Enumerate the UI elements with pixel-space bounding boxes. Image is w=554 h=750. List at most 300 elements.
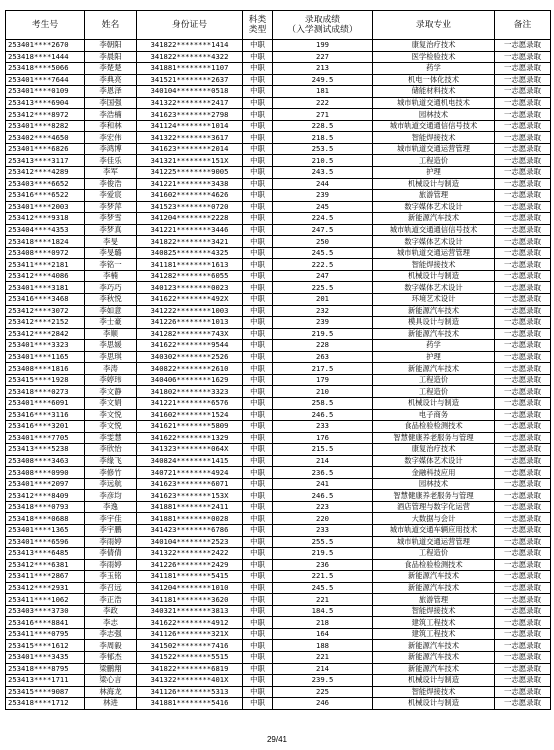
cell-id-card: 341204********1010	[137, 582, 243, 594]
cell-id-card: 340824********1415	[137, 455, 243, 467]
table-row	[6, 409, 551, 421]
cell-note: 一志愿录取	[495, 675, 551, 687]
cell-name: 李文娟	[85, 397, 137, 409]
cell-exam-id: 253412****2152	[6, 317, 85, 329]
cell-category: 中职	[243, 259, 273, 271]
cell-id-card: 340825********4325	[137, 247, 243, 259]
cell-category: 中职	[243, 640, 273, 652]
cell-major: 新能源汽车技术	[373, 363, 495, 375]
cell-major: 新能源汽车技术	[373, 305, 495, 317]
header-category: 科类 类型	[243, 11, 273, 40]
table-row	[6, 236, 551, 248]
cell-category: 中职	[243, 247, 273, 259]
cell-exam-id: 253411****2867	[6, 571, 85, 583]
cell-note: 一志愿录取	[495, 155, 551, 167]
cell-major: 酒店管理与数字化运营	[373, 501, 495, 513]
cell-note: 一志愿录取	[495, 178, 551, 190]
cell-major: 旅游管理	[373, 190, 495, 202]
cell-name: 李俊浩	[85, 178, 137, 190]
cell-note: 一志愿录取	[495, 628, 551, 640]
cell-major: 工程造价	[373, 548, 495, 560]
cell-category: 中职	[243, 536, 273, 548]
cell-major: 数字媒体艺术设计	[373, 236, 495, 248]
cell-note: 一志愿录取	[495, 605, 551, 617]
cell-score: 210.5	[273, 155, 373, 167]
table-row	[6, 270, 551, 282]
cell-major: 环境艺术设计	[373, 294, 495, 306]
cell-name: 李宇鹏	[85, 524, 137, 536]
cell-name: 李国强	[85, 97, 137, 109]
cell-name: 李旻璐	[85, 247, 137, 259]
cell-major: 智能焊接技术	[373, 605, 495, 617]
cell-major: 旅游管理	[373, 594, 495, 606]
cell-category: 中职	[243, 190, 273, 202]
cell-category: 中职	[243, 132, 273, 144]
cell-note: 一志愿录取	[495, 340, 551, 352]
cell-id-card: 341622********9544	[137, 340, 243, 352]
table-row	[6, 201, 551, 213]
cell-id-card: 341181********5415	[137, 571, 243, 583]
cell-score: 217.5	[273, 363, 373, 375]
table-row	[6, 444, 551, 456]
cell-note: 一志愿录取	[495, 247, 551, 259]
cell-id-card: 341282********6055	[137, 270, 243, 282]
cell-score: 219.5	[273, 548, 373, 560]
cell-exam-id: 253412****6381	[6, 559, 85, 571]
cell-note: 一志愿录取	[495, 640, 551, 652]
cell-id-card: 341282********743X	[137, 328, 243, 340]
cell-category: 中职	[243, 548, 273, 560]
cell-major: 园林技术	[373, 109, 495, 121]
cell-name: 李思媛	[85, 340, 137, 352]
cell-id-card: 341881********5416	[137, 698, 243, 710]
page-number: 29/41	[266, 735, 288, 744]
cell-name: 李缘飞	[85, 455, 137, 467]
cell-exam-id: 253401****8282	[6, 120, 85, 132]
cell-exam-id: 253401****3435	[6, 651, 85, 663]
cell-name: 李宇佳	[85, 513, 137, 525]
cell-id-card: 341822********6819	[137, 663, 243, 675]
cell-note: 一志愿录取	[495, 74, 551, 86]
cell-major: 数字媒体艺术设计	[373, 282, 495, 294]
table-row	[6, 74, 551, 86]
table-row	[6, 582, 551, 594]
cell-note: 一志愿录取	[495, 305, 551, 317]
cell-note: 一志愿录取	[495, 444, 551, 456]
table-row	[6, 294, 551, 306]
cell-name: 李旻	[85, 236, 137, 248]
cell-name: 林海龙	[85, 686, 137, 698]
table-row	[6, 328, 551, 340]
cell-name: 李正浩	[85, 594, 137, 606]
cell-category: 中职	[243, 51, 273, 63]
cell-category: 中职	[243, 167, 273, 179]
table-row	[6, 548, 551, 560]
table-row	[6, 259, 551, 271]
cell-exam-id: 253401****3181	[6, 282, 85, 294]
cell-category: 中职	[243, 675, 273, 687]
cell-score: 236	[273, 559, 373, 571]
cell-id-card: 341322********2417	[137, 97, 243, 109]
cell-note: 一志愿录取	[495, 432, 551, 444]
cell-name: 李楚楚	[85, 63, 137, 75]
cell-id-card: 341126********5313	[137, 686, 243, 698]
cell-note: 一志愿录取	[495, 97, 551, 109]
table-row	[6, 559, 551, 571]
cell-name: 李浩楠	[85, 109, 137, 121]
cell-major: 机电一体化技术	[373, 74, 495, 86]
cell-name: 李巧巧	[85, 282, 137, 294]
cell-major: 护理	[373, 351, 495, 363]
cell-category: 中职	[243, 109, 273, 121]
cell-exam-id: 253413****5238	[6, 444, 85, 456]
cell-major: 智能焊接技术	[373, 132, 495, 144]
cell-score: 250	[273, 236, 373, 248]
cell-score: 215.5	[273, 444, 373, 456]
cell-note: 一志愿录取	[495, 109, 551, 121]
header-major: 录取专业	[373, 11, 495, 40]
table-row	[6, 247, 551, 259]
admission-table	[5, 10, 551, 710]
cell-category: 中职	[243, 363, 273, 375]
cell-score: 228.5	[273, 120, 373, 132]
cell-score: 210	[273, 386, 373, 398]
cell-major: 机械设计与制造	[373, 270, 495, 282]
table-row	[6, 571, 551, 583]
cell-id-card: 341523********0720	[137, 201, 243, 213]
cell-exam-id: 253402****4650	[6, 132, 85, 144]
header-score: 录取成绩 （入学测试成绩）	[273, 11, 373, 40]
cell-note: 一志愿录取	[495, 120, 551, 132]
cell-name: 李倩倩	[85, 548, 137, 560]
cell-note: 一志愿录取	[495, 328, 551, 340]
cell-name: 李士豪	[85, 317, 137, 329]
cell-exam-id: 253416****6522	[6, 190, 85, 202]
cell-category: 中职	[243, 513, 273, 525]
cell-score: 218	[273, 617, 373, 629]
cell-major: 城市轨道交通车辆应用技术	[373, 524, 495, 536]
cell-major: 药学	[373, 63, 495, 75]
cell-exam-id: 253413****1711	[6, 675, 85, 687]
cell-exam-id: 253401****6596	[6, 536, 85, 548]
cell-score: 225.5	[273, 282, 373, 294]
cell-score: 233	[273, 421, 373, 433]
cell-note: 一志愿录取	[495, 51, 551, 63]
cell-category: 中职	[243, 374, 273, 386]
cell-name: 李政	[85, 605, 137, 617]
cell-exam-id: 253401****6091	[6, 397, 85, 409]
cell-score: 271	[273, 109, 373, 121]
cell-exam-id: 253401****2670	[6, 40, 85, 52]
cell-id-card: 341222********1003	[137, 305, 243, 317]
cell-note: 一志愿录取	[495, 651, 551, 663]
table-row	[6, 605, 551, 617]
cell-exam-id: 253401****2003	[6, 201, 85, 213]
cell-category: 中职	[243, 213, 273, 225]
cell-exam-id: 253401****7644	[6, 74, 85, 86]
cell-score: 221	[273, 594, 373, 606]
cell-category: 中职	[243, 386, 273, 398]
cell-major: 食品检验检测技术	[373, 421, 495, 433]
table-row	[6, 97, 551, 109]
cell-major: 储能材料技术	[373, 86, 495, 98]
cell-category: 中职	[243, 444, 273, 456]
cell-id-card: 341226********1013	[137, 317, 243, 329]
table-row	[6, 178, 551, 190]
table-row	[6, 490, 551, 502]
cell-id-card: 341622********492X	[137, 294, 243, 306]
cell-major: 新能源汽车技术	[373, 663, 495, 675]
cell-major: 新能源汽车技术	[373, 651, 495, 663]
cell-category: 中职	[243, 582, 273, 594]
cell-note: 一志愿录取	[495, 617, 551, 629]
cell-category: 中职	[243, 455, 273, 467]
cell-note: 一志愿录取	[495, 86, 551, 98]
cell-note: 一志愿录取	[495, 201, 551, 213]
cell-note: 一志愿录取	[495, 582, 551, 594]
cell-category: 中职	[243, 628, 273, 640]
cell-major: 工程造价	[373, 386, 495, 398]
cell-category: 中职	[243, 432, 273, 444]
cell-exam-id: 253418****1444	[6, 51, 85, 63]
cell-note: 一志愿录取	[495, 132, 551, 144]
cell-name: 李召远	[85, 582, 137, 594]
cell-id-card: 341423********6786	[137, 524, 243, 536]
cell-score: 233	[273, 524, 373, 536]
cell-category: 中职	[243, 467, 273, 479]
cell-name: 李思琪	[85, 351, 137, 363]
cell-name: 李顺	[85, 328, 137, 340]
table-row	[6, 651, 551, 663]
cell-exam-id: 253415****1612	[6, 640, 85, 652]
cell-id-card: 340104********0518	[137, 86, 243, 98]
cell-exam-id: 253416****3201	[6, 421, 85, 433]
cell-name: 李志	[85, 617, 137, 629]
table-row	[6, 155, 551, 167]
table-row	[6, 640, 551, 652]
cell-note: 一志愿录取	[495, 409, 551, 421]
cell-major: 城市轨道交通运营管理	[373, 536, 495, 548]
cell-id-card: 341322********2422	[137, 548, 243, 560]
cell-note: 一志愿录取	[495, 478, 551, 490]
cell-name: 李如意	[85, 305, 137, 317]
cell-category: 中职	[243, 120, 273, 132]
cell-score: 222	[273, 97, 373, 109]
cell-score: 228	[273, 340, 373, 352]
cell-id-card: 341602********1524	[137, 409, 243, 421]
cell-note: 一志愿录取	[495, 663, 551, 675]
cell-major: 模具设计与制造	[373, 317, 495, 329]
cell-id-card: 340406********1629	[137, 374, 243, 386]
cell-major: 城市轨道交通运营管理	[373, 247, 495, 259]
cell-major: 城市轨道交通通信信号技术	[373, 224, 495, 236]
cell-exam-id: 253408****1816	[6, 363, 85, 375]
table-body	[6, 40, 551, 710]
cell-id-card: 341822********3421	[137, 236, 243, 248]
cell-major: 康复治疗技术	[373, 40, 495, 52]
table-row	[6, 109, 551, 121]
cell-major: 新能源汽车技术	[373, 328, 495, 340]
cell-name: 林进	[85, 698, 137, 710]
cell-score: 253.5	[273, 143, 373, 155]
cell-major: 机械设计与制造	[373, 698, 495, 710]
cell-score: 220	[273, 513, 373, 525]
cell-id-card: 341881********2411	[137, 501, 243, 513]
table-row	[6, 536, 551, 548]
cell-note: 一志愿录取	[495, 455, 551, 467]
cell-note: 一志愿录取	[495, 501, 551, 513]
cell-name: 李周毅	[85, 640, 137, 652]
cell-exam-id: 253401****6826	[6, 143, 85, 155]
cell-note: 一志愿录取	[495, 63, 551, 75]
cell-name: 李朝阳	[85, 40, 137, 52]
cell-category: 中职	[243, 143, 273, 155]
cell-score: 241	[273, 478, 373, 490]
cell-note: 一志愿录取	[495, 536, 551, 548]
header-exam-id: 考生号	[6, 11, 85, 40]
cell-score: 184.5	[273, 605, 373, 617]
cell-score: 176	[273, 432, 373, 444]
cell-category: 中职	[243, 663, 273, 675]
cell-category: 中职	[243, 74, 273, 86]
cell-name: 李典亮	[85, 74, 137, 86]
cell-exam-id: 253418****1824	[6, 236, 85, 248]
cell-major: 机械设计与制造	[373, 397, 495, 409]
cell-exam-id: 253408****0990	[6, 467, 85, 479]
cell-category: 中职	[243, 397, 273, 409]
cell-category: 中职	[243, 524, 273, 536]
cell-exam-id: 253411****2181	[6, 259, 85, 271]
cell-name: 李逸	[85, 501, 137, 513]
cell-score: 246.5	[273, 409, 373, 421]
cell-score: 246	[273, 698, 373, 710]
table-row	[6, 432, 551, 444]
cell-name: 李楠	[85, 270, 137, 282]
cell-name: 李郁杰	[85, 651, 137, 663]
cell-id-card: 341881********0028	[137, 513, 243, 525]
cell-category: 中职	[243, 201, 273, 213]
cell-exam-id: 253412****8972	[6, 109, 85, 121]
cell-major: 金融科技应用	[373, 467, 495, 479]
cell-major: 建筑工程技术	[373, 628, 495, 640]
cell-exam-id: 253408****3463	[6, 455, 85, 467]
cell-major: 数字媒体艺术设计	[373, 201, 495, 213]
cell-score: 199	[273, 40, 373, 52]
cell-exam-id: 253401****1365	[6, 524, 85, 536]
cell-note: 一志愿录取	[495, 686, 551, 698]
cell-major: 建筑工程技术	[373, 617, 495, 629]
cell-category: 中职	[243, 340, 273, 352]
cell-id-card: 341204********2228	[137, 213, 243, 225]
cell-exam-id: 253418****0273	[6, 386, 85, 398]
cell-score: 245.5	[273, 247, 373, 259]
cell-exam-id: 253418****0688	[6, 513, 85, 525]
cell-score: 247.5	[273, 224, 373, 236]
cell-major: 护理	[373, 167, 495, 179]
cell-exam-id: 253418****5066	[6, 63, 85, 75]
cell-score: 258.5	[273, 397, 373, 409]
cell-name: 梁鹏翔	[85, 663, 137, 675]
cell-category: 中职	[243, 351, 273, 363]
cell-name: 李修竹	[85, 467, 137, 479]
cell-note: 一志愿录取	[495, 374, 551, 386]
cell-id-card: 340321********3813	[137, 605, 243, 617]
cell-major: 药学	[373, 340, 495, 352]
cell-category: 中职	[243, 282, 273, 294]
cell-category: 中职	[243, 686, 273, 698]
cell-score: 201	[273, 294, 373, 306]
cell-category: 中职	[243, 478, 273, 490]
cell-name: 梁心言	[85, 675, 137, 687]
cell-note: 一志愿录取	[495, 270, 551, 282]
cell-score: 232	[273, 305, 373, 317]
cell-id-card: 341822********4322	[137, 51, 243, 63]
cell-exam-id: 253403****6652	[6, 178, 85, 190]
cell-note: 一志愿录取	[495, 259, 551, 271]
table-row	[6, 617, 551, 629]
table-row	[6, 501, 551, 513]
cell-exam-id: 253416****3468	[6, 294, 85, 306]
table-row	[6, 363, 551, 375]
cell-major: 城市轨道交通通信信号技术	[373, 120, 495, 132]
cell-score: 188	[273, 640, 373, 652]
cell-score: 225	[273, 686, 373, 698]
cell-name: 李婷玮	[85, 374, 137, 386]
cell-name: 李佳乐	[85, 155, 137, 167]
cell-category: 中职	[243, 178, 273, 190]
cell-score: 263	[273, 351, 373, 363]
table-row	[6, 628, 551, 640]
cell-category: 中职	[243, 294, 273, 306]
cell-note: 一志愿录取	[495, 467, 551, 479]
cell-score: 213	[273, 63, 373, 75]
header-id-card: 身份证号	[137, 11, 243, 40]
cell-exam-id: 253418****8795	[6, 663, 85, 675]
cell-name: 李玉铭	[85, 571, 137, 583]
cell-score: 214	[273, 663, 373, 675]
cell-name: 李梦萍	[85, 201, 137, 213]
cell-id-card: 340104********2523	[137, 536, 243, 548]
cell-major: 机械设计与制造	[373, 675, 495, 687]
cell-score: 221	[273, 651, 373, 663]
cell-note: 一志愿录取	[495, 317, 551, 329]
table-row	[6, 351, 551, 363]
cell-id-card: 341322********401X	[137, 675, 243, 687]
cell-id-card: 341126********321X	[137, 628, 243, 640]
cell-score: 227	[273, 51, 373, 63]
table-row	[6, 132, 551, 144]
cell-id-card: 341221********3438	[137, 178, 243, 190]
cell-category: 中职	[243, 617, 273, 629]
cell-score: 239.5	[273, 675, 373, 687]
cell-exam-id: 253412****3072	[6, 305, 85, 317]
cell-name: 李宏伟	[85, 132, 137, 144]
cell-id-card: 341623********6071	[137, 478, 243, 490]
cell-category: 中职	[243, 155, 273, 167]
cell-major: 工程造价	[373, 374, 495, 386]
cell-major: 数字媒体艺术设计	[373, 455, 495, 467]
table-row	[6, 513, 551, 525]
cell-name: 李远航	[85, 478, 137, 490]
cell-score: 243.5	[273, 167, 373, 179]
cell-major: 电子商务	[373, 409, 495, 421]
cell-name: 李秋悦	[85, 294, 137, 306]
cell-category: 中职	[243, 236, 273, 248]
cell-note: 一志愿录取	[495, 421, 551, 433]
cell-note: 一志愿录取	[495, 513, 551, 525]
cell-exam-id: 253418****0793	[6, 501, 85, 513]
cell-note: 一志愿录取	[495, 190, 551, 202]
